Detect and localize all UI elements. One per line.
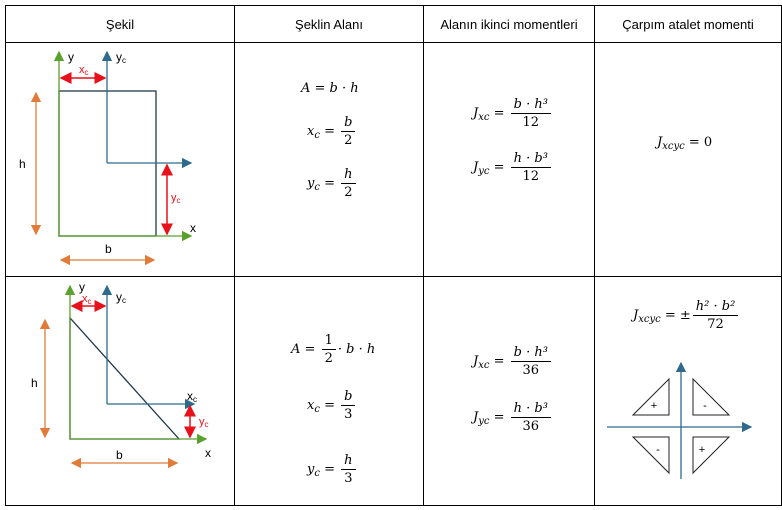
area-formula: A = $\frac{1}{2}$ · b · h	[291, 333, 376, 366]
triangle-area-cell	[235, 277, 424, 506]
header-carpim-atalet: Çarpım atalet momenti	[595, 6, 782, 43]
triangle-moments-cell	[424, 277, 595, 506]
yc-formula: $y_c$ = $\frac{h}{2}$	[307, 167, 358, 200]
b-label: b	[116, 448, 123, 462]
triangle-row	[6, 277, 782, 506]
area-formula: A = b · h	[301, 81, 359, 96]
rectangle-product-cell	[595, 43, 782, 277]
yc-label: yc	[116, 50, 126, 65]
triangle-shape	[70, 318, 179, 439]
y-label: y	[79, 280, 85, 294]
jxcyc-zero-formula: $J_{xcyc} = 0$	[657, 135, 713, 152]
sign-top-right: -	[703, 400, 707, 412]
h-label: h	[19, 157, 26, 171]
jxc-formula: $J_{xc}$ = $\frac{\text{b · h³}}{36}$	[473, 345, 553, 378]
jxc-formula: $J_{xc}$ = $\frac{\text{b · h³}}{12}$	[473, 97, 553, 130]
jyc-formula: $J_{yc}$ = $\frac{\text{h · b³}}{12}$	[473, 151, 553, 184]
jxcyc-formula: $J_{xcyc}$ = ± $\frac{\text{h² · b²}}{72}$	[633, 299, 740, 332]
yc-dimension-label: yc	[171, 192, 181, 205]
yc-formula: $y_c$ = $\frac{h}{3}$	[307, 453, 358, 486]
xc-formula: $x_c$ = $\frac{b}{3}$	[307, 389, 357, 422]
rectangle-figure-cell	[6, 43, 235, 277]
sign-top-left: +	[650, 400, 658, 412]
triangle-bottom-left	[633, 437, 669, 473]
sign-bottom-right: +	[698, 444, 706, 456]
x-label: x	[190, 221, 196, 235]
formula-table	[5, 5, 782, 506]
rectangle-area-cell	[235, 43, 424, 277]
yc-label: yc	[116, 290, 126, 305]
sign-bottom-left: -	[656, 444, 660, 456]
b-label: b	[105, 242, 112, 256]
x-label: x	[205, 446, 211, 460]
triangle-top-right	[693, 379, 729, 415]
header-sekil: Şekil	[6, 6, 235, 43]
xc-formula: $x_c$ = $\frac{b}{2}$	[307, 115, 357, 148]
jyc-formula: $J_{yc}$ = $\frac{\text{h · b³}}{36}$	[473, 401, 553, 434]
header-alan: Şeklin Alanı	[235, 6, 424, 43]
sign-quadrant-diagram	[595, 277, 781, 505]
h-label: h	[31, 376, 38, 390]
triangle-figure-cell	[6, 277, 235, 506]
y-label: y	[68, 50, 74, 64]
rectangle-figure	[6, 43, 234, 276]
header-row	[6, 6, 782, 43]
rectangle-row	[6, 43, 782, 277]
triangle-product-cell	[595, 277, 782, 506]
yc-dimension-label: yc	[199, 416, 209, 429]
xc-label: xc	[82, 293, 92, 306]
triangle-figure	[6, 277, 234, 505]
xc-axis-label: xc	[187, 389, 197, 404]
header-ikinci-moment: Alanın ikinci momentleri	[424, 6, 595, 43]
xc-label: xc	[79, 64, 89, 77]
rectangle-moments-cell	[424, 43, 595, 277]
